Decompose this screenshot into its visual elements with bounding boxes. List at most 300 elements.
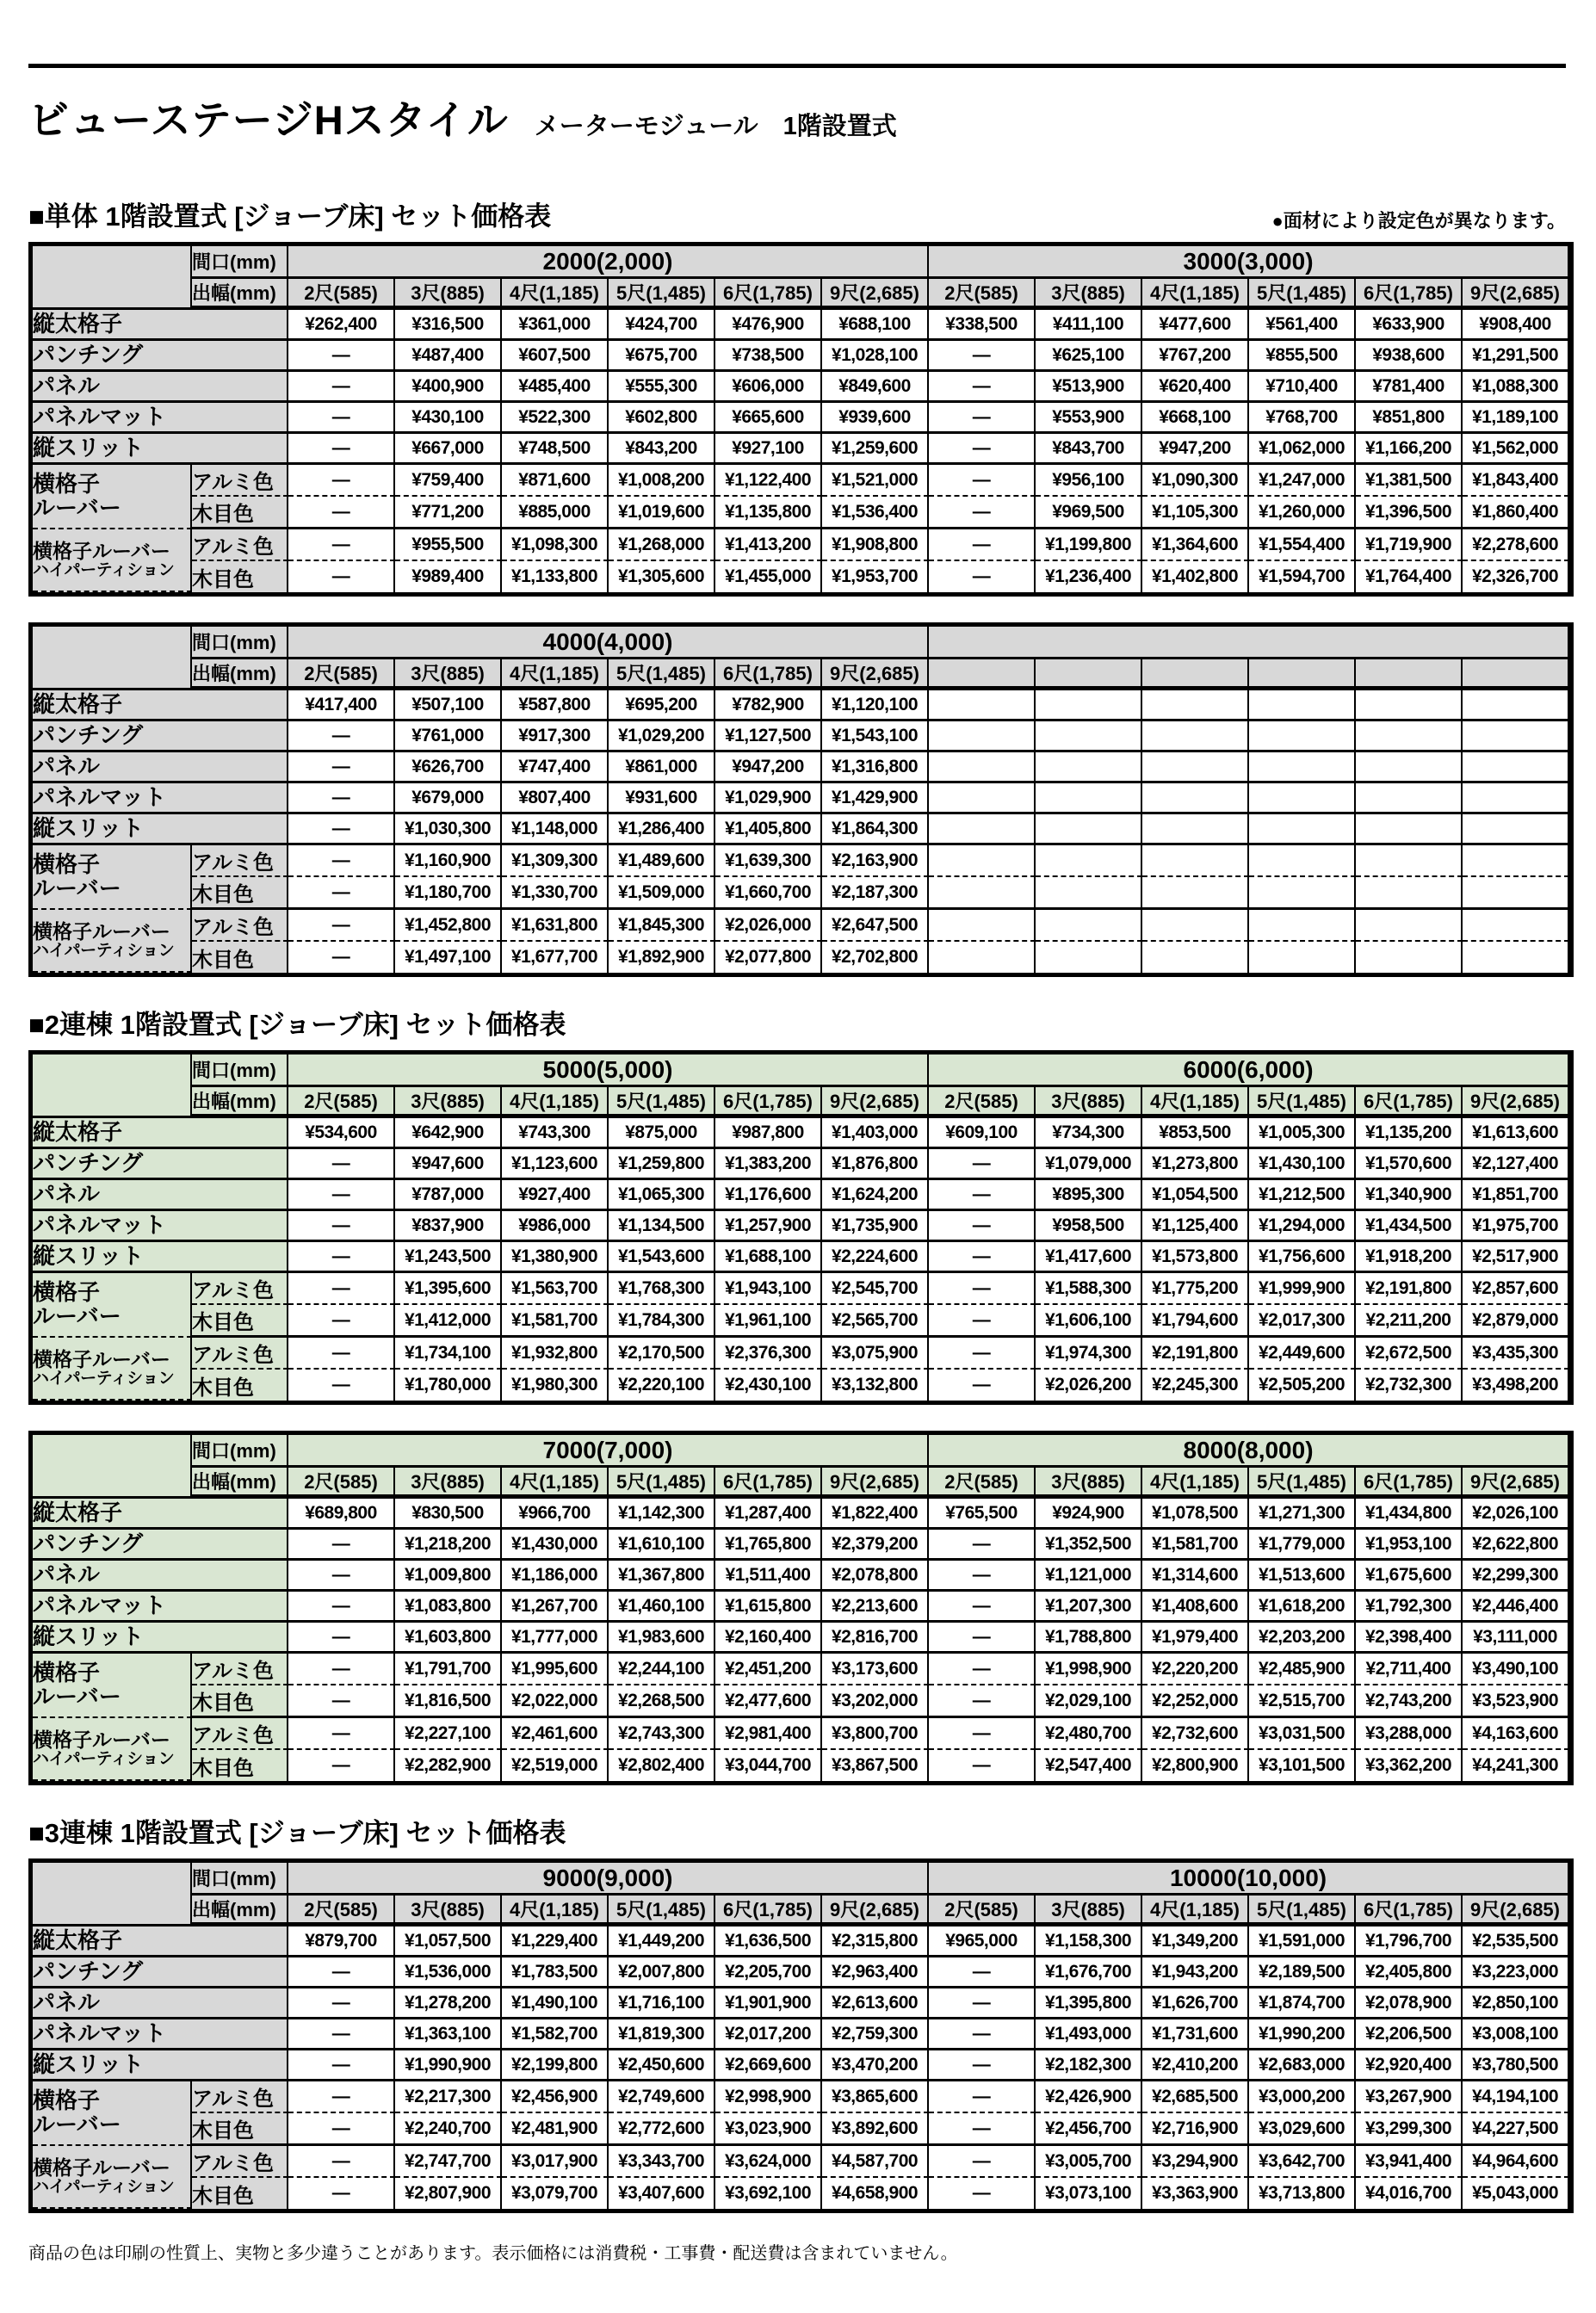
price-cell: ¥2,022,000 — [502, 1685, 609, 1718]
row-label-line: パネルマット — [33, 403, 166, 430]
row-label — [33, 1988, 288, 2019]
span-header: 8000(8,000) — [929, 1435, 1569, 1468]
price-cell — [1463, 814, 1569, 845]
price-cell: ¥1,396,500 — [1356, 497, 1463, 529]
price-cell: ― — [929, 341, 1036, 372]
price-cell: ¥1,735,900 — [822, 1211, 929, 1242]
price-cell: ¥747,400 — [502, 752, 609, 783]
row-label-line: パネル — [33, 1988, 101, 2015]
depth-header: 3尺(885) — [395, 1468, 502, 1499]
depth-header — [1463, 659, 1569, 690]
price-cell: ― — [288, 1561, 395, 1592]
row-label — [33, 465, 192, 529]
depth-header: 3尺(885) — [1036, 279, 1142, 310]
table-row — [33, 434, 1569, 465]
price-cell: ¥1,180,700 — [395, 877, 502, 910]
price-cell — [1356, 690, 1463, 721]
price-cell: ¥522,300 — [502, 403, 609, 434]
price-cell: ― — [288, 1338, 395, 1370]
price-cell: ¥2,282,900 — [395, 1750, 502, 1781]
price-cell: ― — [288, 814, 395, 845]
span-header: 4000(4,000) — [288, 627, 929, 659]
table-row — [33, 721, 1569, 752]
table-row — [33, 1499, 1569, 1530]
price-cell: ¥2,029,100 — [1036, 1685, 1142, 1718]
price-cell: ¥2,759,300 — [822, 2019, 929, 2050]
price-cell: ¥761,000 — [395, 721, 502, 752]
price-cell: ¥989,400 — [395, 561, 502, 592]
row-label-line: 縦太格子 — [33, 1118, 123, 1145]
price-cell: ¥1,316,800 — [822, 752, 929, 783]
price-cell: ― — [288, 1305, 395, 1338]
row-label-line: パンチング — [33, 1530, 144, 1556]
price-cell: ¥3,000,200 — [1249, 2081, 1356, 2113]
section-tables-1 — [28, 242, 1574, 977]
price-cell: ¥851,800 — [1356, 403, 1463, 434]
price-cell: ¥1,783,500 — [502, 1957, 609, 1988]
depth-header: 5尺(1,485) — [609, 1087, 715, 1118]
row-label-line: 横格子ルーバー — [33, 540, 170, 563]
price-cell: ¥430,100 — [395, 403, 502, 434]
price-cell: ¥1,953,100 — [1356, 1530, 1463, 1561]
header-row-span — [33, 1435, 1569, 1468]
price-cell: ¥1,430,000 — [502, 1530, 609, 1561]
span-header: 6000(6,000) — [929, 1054, 1569, 1087]
price-cell: ― — [288, 1654, 395, 1685]
corner-cell — [33, 1054, 192, 1118]
depth-header: 9尺(2,685) — [822, 1087, 929, 1118]
price-cell: ― — [288, 2146, 395, 2178]
price-cell: ¥1,953,700 — [822, 561, 929, 592]
depth-header: 4尺(1,185) — [502, 279, 609, 310]
price-cell: ¥938,600 — [1356, 341, 1463, 372]
price-cell — [1356, 721, 1463, 752]
price-cell: ¥4,016,700 — [1356, 2178, 1463, 2209]
price-cell: ¥3,132,800 — [822, 1370, 929, 1401]
row-label-line: 縦スリット — [33, 2050, 144, 2077]
price-cell: ¥2,519,000 — [502, 1750, 609, 1781]
price-cell — [1249, 910, 1356, 942]
depth-header: 6尺(1,785) — [715, 659, 822, 690]
price-cell: ¥2,299,300 — [1463, 1561, 1569, 1592]
price-cell — [1036, 752, 1142, 783]
price-cell: ¥956,100 — [1036, 465, 1142, 497]
row-label — [33, 1561, 288, 1592]
table-row — [33, 783, 1569, 814]
price-cell: ¥1,243,500 — [395, 1242, 502, 1273]
price-table — [28, 622, 1574, 977]
price-cell: ¥1,521,000 — [822, 465, 929, 497]
row-label — [33, 1338, 192, 1401]
row-label-line: パンチング — [33, 721, 144, 748]
price-cell: ¥2,376,300 — [715, 1338, 822, 1370]
depth-header: 2尺(585) — [288, 659, 395, 690]
depth-header: 3尺(885) — [1036, 1087, 1142, 1118]
corner-cell — [33, 627, 192, 690]
price-cell: ¥2,211,200 — [1356, 1305, 1463, 1338]
depth-header: 5尺(1,485) — [1249, 1468, 1356, 1499]
price-cell: ― — [929, 1149, 1036, 1180]
depth-header: 2尺(585) — [929, 1896, 1036, 1926]
price-cell: ¥3,017,900 — [502, 2146, 609, 2178]
price-cell: ¥1,511,400 — [715, 1561, 822, 1592]
price-cell: ¥587,800 — [502, 690, 609, 721]
corner-cell — [33, 246, 192, 310]
row-label — [33, 1957, 288, 1988]
price-cell: ¥1,999,900 — [1249, 1273, 1356, 1305]
row-label — [33, 845, 192, 910]
price-cell: ― — [288, 561, 395, 592]
price-cell: ¥2,220,100 — [609, 1370, 715, 1401]
price-cell: ― — [929, 1530, 1036, 1561]
price-cell: ― — [288, 1273, 395, 1305]
depth-header: 3尺(885) — [395, 1087, 502, 1118]
table-row — [33, 1180, 1569, 1211]
price-cell: ¥2,189,500 — [1249, 1957, 1356, 1988]
price-cell: ¥908,400 — [1463, 310, 1569, 341]
price-cell: ― — [288, 1242, 395, 1273]
price-cell: ¥2,227,100 — [395, 1718, 502, 1750]
price-cell: ¥1,543,600 — [609, 1242, 715, 1273]
depth-header: 4尺(1,185) — [502, 659, 609, 690]
price-cell: ― — [929, 372, 1036, 403]
price-cell: ¥837,900 — [395, 1211, 502, 1242]
price-cell — [1249, 814, 1356, 845]
color-label: アルミ色 — [192, 2146, 288, 2178]
price-cell: ¥1,983,600 — [609, 1623, 715, 1654]
price-cell: ¥2,244,100 — [609, 1654, 715, 1685]
color-label: 木目色 — [192, 1750, 288, 1781]
price-cell: ¥2,702,800 — [822, 942, 929, 973]
price-cell: ¥3,343,700 — [609, 2146, 715, 2178]
price-cell: ¥4,964,600 — [1463, 2146, 1569, 2178]
price-cell: ¥1,402,800 — [1142, 561, 1249, 592]
price-cell: ¥1,434,800 — [1356, 1499, 1463, 1530]
price-cell: ¥411,100 — [1036, 310, 1142, 341]
price-cell: ― — [288, 2081, 395, 2113]
depth-header: 3尺(885) — [395, 279, 502, 310]
depth-header: 2尺(585) — [288, 1468, 395, 1499]
price-cell: ¥507,100 — [395, 690, 502, 721]
price-cell: ¥1,843,400 — [1463, 465, 1569, 497]
price-cell — [1356, 814, 1463, 845]
color-label: 木目色 — [192, 2113, 288, 2146]
maguchi-header: 間口(mm) — [192, 627, 288, 659]
price-cell: ¥1,381,500 — [1356, 465, 1463, 497]
price-cell: ― — [929, 2081, 1036, 2113]
price-cell: ¥1,775,200 — [1142, 1273, 1249, 1305]
row-label — [33, 1211, 288, 1242]
price-cell: ― — [288, 877, 395, 910]
price-cell: ¥642,900 — [395, 1118, 502, 1149]
price-cell — [1356, 877, 1463, 910]
header-row-depth — [33, 659, 1569, 690]
row-label — [33, 1926, 288, 1957]
price-cell: ¥1,777,000 — [502, 1623, 609, 1654]
price-cell: ¥966,700 — [502, 1499, 609, 1530]
table-row — [33, 1305, 1569, 1338]
price-cell: ¥3,008,100 — [1463, 2019, 1569, 2050]
table-row — [33, 1988, 1569, 2019]
depth-header: 3尺(885) — [1036, 1468, 1142, 1499]
table-row — [33, 2081, 1569, 2113]
price-cell: ¥1,452,800 — [395, 910, 502, 942]
row-label-line: 横格子 — [33, 1279, 101, 1306]
row-label-line: 縦スリット — [33, 1242, 144, 1269]
header-row-span — [33, 1863, 1569, 1896]
maguchi-header: 間口(mm) — [192, 246, 288, 279]
price-cell: ¥1,383,200 — [715, 1149, 822, 1180]
price-cell — [1463, 690, 1569, 721]
row-label-line: パネルマット — [33, 783, 166, 810]
price-cell: ¥3,267,900 — [1356, 2081, 1463, 2113]
color-label: アルミ色 — [192, 1654, 288, 1685]
table-row — [33, 1118, 1569, 1149]
price-cell: ¥1,716,100 — [609, 1988, 715, 2019]
row-label-line: パネルマット — [33, 1592, 166, 1618]
row-label-line: パネルマット — [33, 1211, 166, 1238]
row-label — [33, 341, 288, 372]
row-label — [33, 2146, 192, 2209]
row-label — [33, 690, 288, 721]
row-label — [33, 434, 288, 465]
row-label — [33, 2081, 192, 2146]
price-cell: ¥1,098,300 — [502, 529, 609, 561]
price-cell: ¥743,300 — [502, 1118, 609, 1149]
price-cell: ¥3,498,200 — [1463, 1370, 1569, 1401]
price-cell: ¥1,610,100 — [609, 1530, 715, 1561]
price-cell: ¥5,043,000 — [1463, 2178, 1569, 2209]
price-cell: ¥969,500 — [1036, 497, 1142, 529]
price-cell: ¥1,908,800 — [822, 529, 929, 561]
span-header: 2000(2,000) — [288, 246, 929, 279]
price-cell: ¥2,613,600 — [822, 1988, 929, 2019]
price-cell: ¥2,205,700 — [715, 1957, 822, 1988]
price-cell: ¥767,200 — [1142, 341, 1249, 372]
price-cell — [1356, 783, 1463, 814]
corner-cell — [33, 1435, 192, 1499]
price-cell: ― — [929, 561, 1036, 592]
table-row — [33, 1685, 1569, 1718]
price-cell: ¥2,547,400 — [1036, 1750, 1142, 1781]
price-cell: ¥895,300 — [1036, 1180, 1142, 1211]
price-cell: ¥1,731,600 — [1142, 2019, 1249, 2050]
price-cell: ― — [288, 783, 395, 814]
price-cell: ¥1,133,800 — [502, 561, 609, 592]
price-cell: ¥1,088,300 — [1463, 372, 1569, 403]
price-cell: ¥1,028,100 — [822, 341, 929, 372]
price-cell: ― — [288, 1530, 395, 1561]
depth-header: 9尺(2,685) — [1463, 1468, 1569, 1499]
header-row-depth — [33, 279, 1569, 310]
price-cell — [1356, 942, 1463, 973]
price-cell — [929, 783, 1036, 814]
price-cell: ¥667,000 — [395, 434, 502, 465]
price-cell: ¥2,743,200 — [1356, 1685, 1463, 1718]
table-row — [33, 690, 1569, 721]
price-cell: ― — [288, 2113, 395, 2146]
price-cell: ¥768,700 — [1249, 403, 1356, 434]
price-cell: ¥1,876,800 — [822, 1149, 929, 1180]
table-row — [33, 1242, 1569, 1273]
price-cell: ¥1,278,200 — [395, 1988, 502, 2019]
price-cell: ¥1,105,300 — [1142, 497, 1249, 529]
color-label: 木目色 — [192, 877, 288, 910]
footer-note: 商品の色は印刷の性質上、実物と多少違うことがあります。表示価格には消費税・工事費・配送費は含まれていません。 — [28, 2244, 958, 2263]
row-label-line: 縦スリット — [33, 1623, 144, 1649]
price-cell: ¥4,227,500 — [1463, 2113, 1569, 2146]
price-cell: ¥1,079,000 — [1036, 1149, 1142, 1180]
table-row — [33, 1750, 1569, 1781]
depth-header: 9尺(2,685) — [1463, 1087, 1569, 1118]
depth-header: 2尺(585) — [288, 1087, 395, 1118]
color-label: 木目色 — [192, 497, 288, 529]
depth-header: 4尺(1,185) — [502, 1087, 609, 1118]
table-row — [33, 1561, 1569, 1592]
price-cell: ¥843,200 — [609, 434, 715, 465]
price-cell: ― — [929, 1242, 1036, 1273]
row-label — [33, 310, 288, 341]
price-cell: ¥2,672,500 — [1356, 1338, 1463, 1370]
price-cell: ¥1,860,400 — [1463, 497, 1569, 529]
row-label — [33, 1180, 288, 1211]
price-cell: ¥1,123,600 — [502, 1149, 609, 1180]
row-label — [33, 1623, 288, 1654]
price-cell: ¥1,083,800 — [395, 1592, 502, 1623]
price-cell: ― — [929, 1654, 1036, 1685]
page-subtitle: メーターモジュール 1階設置式 — [534, 113, 897, 140]
price-cell — [929, 910, 1036, 942]
price-cell: ¥1,062,000 — [1249, 434, 1356, 465]
price-cell: ¥885,000 — [502, 497, 609, 529]
depth-header — [1356, 659, 1463, 690]
price-cell: ¥2,026,200 — [1036, 1370, 1142, 1401]
table-row — [33, 814, 1569, 845]
price-cell: ¥1,405,800 — [715, 814, 822, 845]
price-cell: ― — [929, 1957, 1036, 1988]
price-cell: ¥849,600 — [822, 372, 929, 403]
price-cell: ¥3,435,300 — [1463, 1338, 1569, 1370]
price-cell: ― — [929, 529, 1036, 561]
price-cell: ¥965,000 — [929, 1926, 1036, 1957]
price-cell: ¥1,990,200 — [1249, 2019, 1356, 2050]
header-row-span — [33, 246, 1569, 279]
color-label: アルミ色 — [192, 2081, 288, 2113]
row-label-line: 横格子ルーバー — [33, 1729, 170, 1752]
section-title-1: ■単体 1階設置式 [ジョーブ床] セット価格表 — [28, 201, 552, 232]
price-cell: ¥3,073,100 — [1036, 2178, 1142, 2209]
price-cell — [1249, 752, 1356, 783]
price-cell: ¥1,054,500 — [1142, 1180, 1249, 1211]
color-label: アルミ色 — [192, 1273, 288, 1305]
price-cell: ¥931,600 — [609, 783, 715, 814]
row-label-line: 横格子ルーバー — [33, 920, 170, 943]
price-cell: ― — [288, 1718, 395, 1750]
price-cell: ¥1,160,900 — [395, 845, 502, 877]
price-cell: ¥679,000 — [395, 783, 502, 814]
span-header — [929, 627, 1569, 659]
depth-header: 5尺(1,485) — [609, 659, 715, 690]
debaba-header: 出幅(mm) — [192, 659, 288, 690]
row-label-line: ハイパーティション — [33, 2177, 175, 2196]
price-cell: ¥2,683,000 — [1249, 2050, 1356, 2081]
depth-header: 3尺(885) — [1036, 1896, 1142, 1926]
price-cell: ― — [288, 434, 395, 465]
row-label-line: 縦太格子 — [33, 1926, 123, 1953]
price-cell: ¥1,901,900 — [715, 1988, 822, 2019]
section-head-3 — [28, 1811, 1566, 1850]
price-cell: ¥626,700 — [395, 752, 502, 783]
section-title-2: ■2連棟 1階設置式 [ジョーブ床] セット価格表 — [28, 1010, 566, 1040]
price-cell: ¥1,563,700 — [502, 1273, 609, 1305]
table-row — [33, 910, 1569, 942]
table-row — [33, 1273, 1569, 1305]
price-cell: ― — [288, 1623, 395, 1654]
price-cell: ¥765,500 — [929, 1499, 1036, 1530]
price-cell: ¥625,100 — [1036, 341, 1142, 372]
price-cell: ¥986,000 — [502, 1211, 609, 1242]
depth-header: 9尺(2,685) — [1463, 279, 1569, 310]
price-cell: ¥2,732,600 — [1142, 1718, 1249, 1750]
table-row — [33, 2050, 1569, 2081]
price-cell: ¥338,500 — [929, 310, 1036, 341]
price-cell: ¥1,582,700 — [502, 2019, 609, 2050]
price-cell: ¥1,287,400 — [715, 1499, 822, 1530]
price-cell — [1249, 783, 1356, 814]
price-cell — [929, 877, 1036, 910]
span-header: 10000(10,000) — [929, 1863, 1569, 1896]
price-cell: ― — [288, 497, 395, 529]
price-cell: ¥2,017,200 — [715, 2019, 822, 2050]
row-label — [33, 372, 288, 403]
price-cell: ― — [288, 2019, 395, 2050]
row-label — [33, 814, 288, 845]
depth-header: 6尺(1,785) — [715, 1896, 822, 1926]
price-cell: ¥2,078,900 — [1356, 1988, 1463, 2019]
price-cell: ¥1,819,300 — [609, 2019, 715, 2050]
price-cell: ¥2,816,700 — [822, 1623, 929, 1654]
price-cell: ¥1,125,400 — [1142, 1211, 1249, 1242]
price-cell: ― — [288, 1370, 395, 1401]
price-cell: ¥924,900 — [1036, 1499, 1142, 1530]
price-cell: ¥2,220,200 — [1142, 1654, 1249, 1685]
depth-header: 6尺(1,785) — [1356, 279, 1463, 310]
price-cell: ¥1,229,400 — [502, 1926, 609, 1957]
depth-header — [1036, 659, 1142, 690]
price-cell: ¥2,213,600 — [822, 1592, 929, 1623]
price-cell: ― — [288, 845, 395, 877]
price-cell: ¥2,685,500 — [1142, 2081, 1249, 2113]
header-row-depth — [33, 1468, 1569, 1499]
price-cell: ¥1,429,900 — [822, 783, 929, 814]
price-cell: ¥2,278,600 — [1463, 529, 1569, 561]
row-label-line: ルーバー — [33, 1683, 121, 1710]
row-label-line: 横格子ルーバー — [33, 1348, 170, 1371]
row-label-line: パンチング — [33, 1957, 144, 1984]
price-cell: ― — [929, 1988, 1036, 2019]
price-cell: ¥1,975,700 — [1463, 1211, 1569, 1242]
table-row — [33, 1623, 1569, 1654]
price-table — [28, 1431, 1574, 1785]
price-cell: ¥2,565,700 — [822, 1305, 929, 1338]
price-cell: ¥3,075,900 — [822, 1338, 929, 1370]
price-cell: ¥871,600 — [502, 465, 609, 497]
price-cell: ¥1,961,100 — [715, 1305, 822, 1338]
price-cell: ¥1,581,700 — [1142, 1530, 1249, 1561]
price-cell — [929, 752, 1036, 783]
price-cell: ¥1,008,200 — [609, 465, 715, 497]
price-cell: ― — [288, 529, 395, 561]
